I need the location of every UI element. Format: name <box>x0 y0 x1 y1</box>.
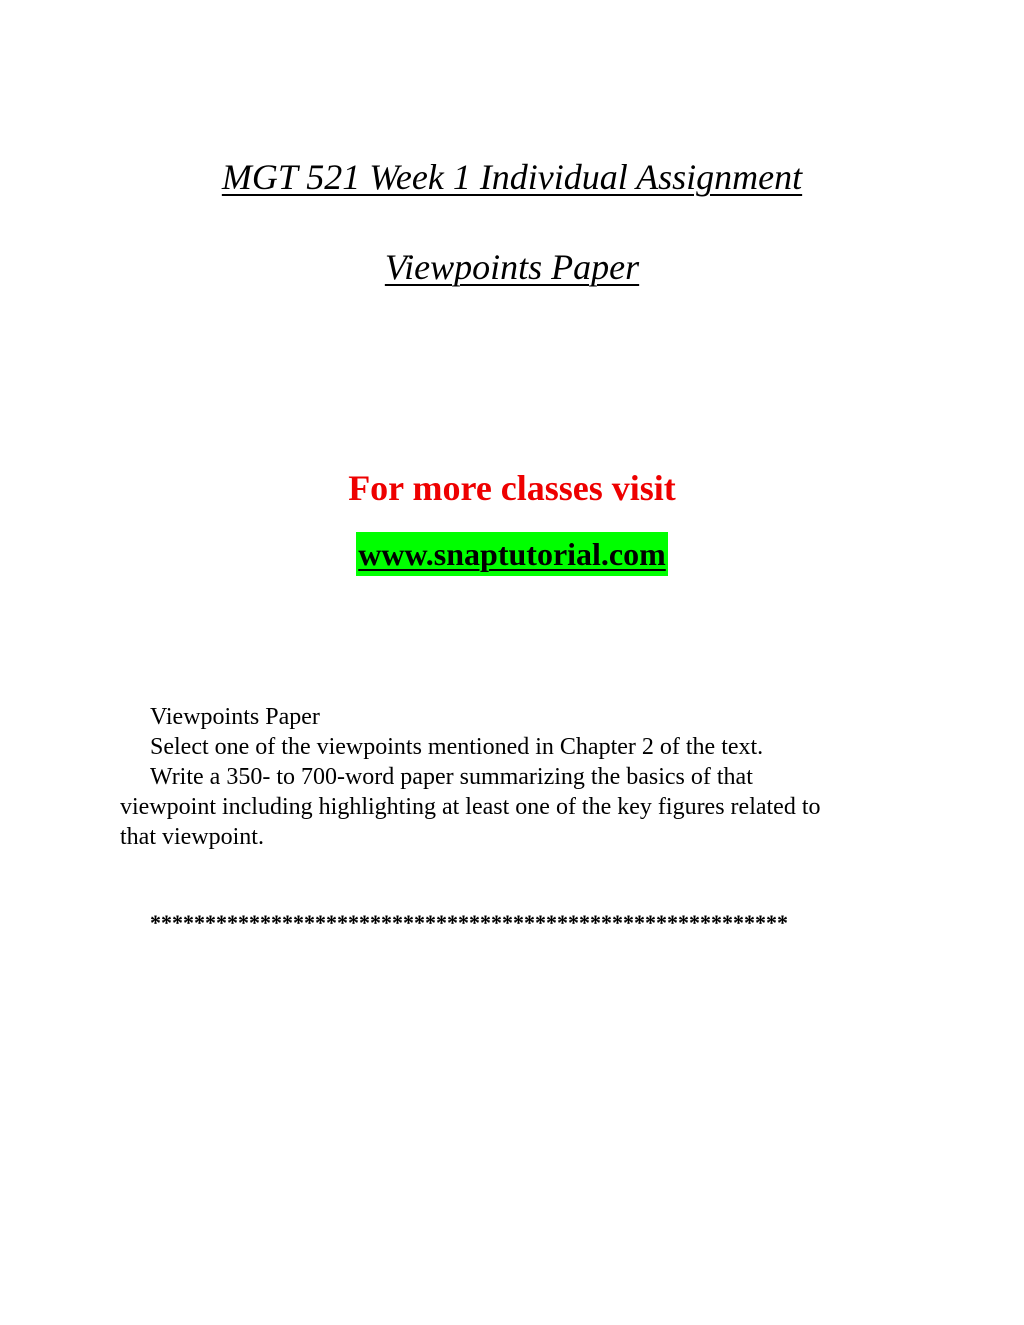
promo-link-container <box>0 532 1024 576</box>
page-subtitle <box>0 245 1024 289</box>
page-title-text: MGT 521 Week 1 Individual Assignment <box>221 157 803 197</box>
instruction-line: Select one of the viewpoints mentioned in Chapter 2 of the text. <box>150 734 764 760</box>
page-title <box>0 155 1024 199</box>
asterisk-separator: ********************************************************** <box>150 910 788 935</box>
instruction-line: Write a 350- to 700-word paper summarizing the basics of that <box>150 764 753 790</box>
page-subtitle-text: Viewpoints Paper <box>384 247 640 287</box>
section-title: Viewpoints Paper <box>150 704 320 730</box>
instruction-line: that viewpoint. <box>120 824 264 850</box>
promo-heading: For more classes visit <box>348 468 676 508</box>
instruction-line: viewpoint including highlighting at least one of the key figures related to <box>120 794 821 820</box>
snaptutorial-link[interactable]: www.snaptutorial.com <box>356 532 668 576</box>
